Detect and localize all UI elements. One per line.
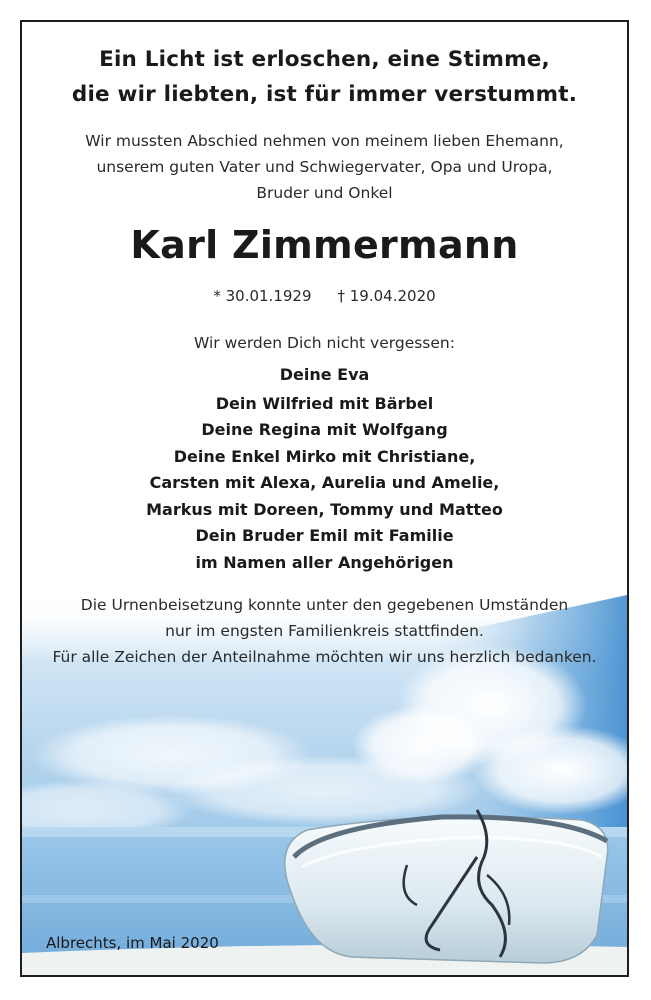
- mourner-line: Carsten mit Alexa, Aurelia und Amelie,: [149, 473, 500, 492]
- mourner-line: Markus mit Doreen, Tommy und Matteo: [146, 499, 503, 519]
- obituary-frame: [20, 20, 629, 977]
- closing-line: Die Urnenbeisetzung konnte unter den gegebenen Umständen: [80, 596, 569, 614]
- headline-line: Ein Licht ist erloschen, eine Stimme,: [99, 47, 550, 72]
- obituary-text: [22, 22, 627, 670]
- mourner-line: Deine Eva: [279, 365, 370, 384]
- mourner-line: Dein Bruder Emil mit Familie: [195, 526, 454, 545]
- intro-text: [22, 128, 627, 206]
- life-dates: [22, 285, 627, 307]
- closing-text: [22, 592, 627, 670]
- intro-line: Bruder und Onkel: [256, 184, 393, 202]
- birth-date: * 30.01.1929: [213, 287, 312, 305]
- mourner-line: Deine Regina mit Wolfgang: [201, 420, 448, 439]
- mourner-line: Deine Enkel Mirko mit Christiane,: [173, 446, 476, 466]
- intro-line: unserem guten Vater und Schwiegervater, Opa und Uropa,: [96, 158, 553, 176]
- death-date: † 19.04.2020: [337, 287, 436, 305]
- closing-line: nur im engsten Familienkreis stattfinden.: [165, 622, 484, 640]
- headline-line: die wir liebten, ist für immer verstummt.: [71, 82, 578, 107]
- headline: [22, 42, 627, 112]
- mourner-line: Dein Wilfried mit Bärbel: [215, 393, 434, 413]
- remember-line: Wir werden Dich nicht vergessen:: [194, 334, 455, 352]
- mourner-line: im Namen aller Angehörigen: [195, 552, 454, 572]
- deceased-name: Karl Zimmermann: [130, 223, 519, 267]
- closing-line: Für alle Zeichen der Anteilnahme möchten wir uns herzlich bedanken.: [52, 648, 597, 666]
- intro-line: Wir mussten Abschied nehmen von meinem lieben Ehemann,: [85, 132, 564, 150]
- place-and-date: Albrechts, im Mai 2020: [46, 934, 219, 952]
- mourners-list: [22, 362, 627, 576]
